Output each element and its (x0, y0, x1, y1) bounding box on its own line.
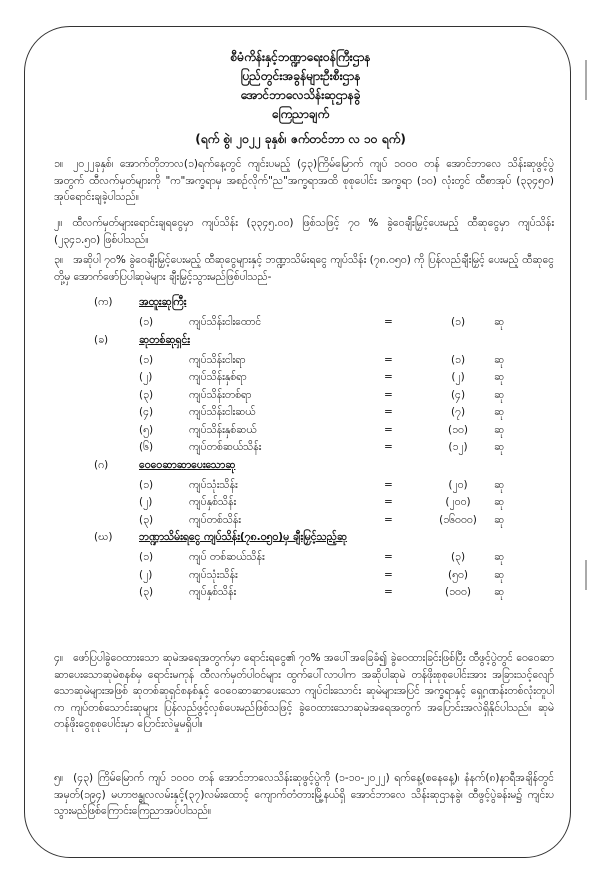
prize-index: (၂) (139, 568, 153, 581)
prize-amount: ကျပ်သုံးသိန်း (189, 478, 238, 491)
paragraph-1 (54, 156, 554, 206)
prize-unit: ဆု (494, 551, 505, 563)
prize-category (54, 296, 554, 316)
paragraph-number: ၄။ (54, 652, 64, 664)
prize-amount: ကျပ်သိန်းငါးဆယ် (189, 406, 256, 418)
equals-sign: = (384, 371, 393, 383)
category-title: ဘဏ္ဍာသိမ်းရငွေ ကျပ်သိန်း(၇၈.၀၅၀)မှ ချီးမြှင့်သည့်ဆု (139, 531, 348, 543)
prize-row (54, 424, 554, 442)
prize-count: (၇) (450, 406, 466, 418)
prize-index: (၁) (139, 316, 154, 328)
equals-sign: = (384, 568, 393, 581)
paragraph-5 (54, 770, 554, 820)
prize-category (54, 334, 554, 354)
prize-amount: ကျပ်နှစ်သိန်း (189, 586, 237, 598)
document-title: ကြေညာချက် (271, 107, 330, 121)
category-title: ဝေဝေဆာဆာပေးသောဆု (139, 458, 236, 471)
prize-count: (၃) (450, 551, 466, 563)
prize-index: (၃) (139, 388, 154, 401)
prize-index: (၂) (139, 496, 153, 508)
paragraph-number: ၁။ (54, 158, 64, 170)
branch-name: အောင်ဘာလေသိန်းဆုဌာနခွဲ (240, 88, 361, 102)
prize-category (54, 531, 554, 551)
equals-sign: = (384, 353, 393, 366)
prize-row (54, 496, 554, 514)
prize-category (54, 459, 554, 479)
prize-row (54, 354, 554, 372)
equals-sign: = (384, 316, 393, 328)
prize-row (54, 371, 554, 389)
paragraph-text: ၂၀၂၂ခုနှစ်၊ အောက်တိုဘာလ(၁)ရက်နေ့တွင် ကျင်းပမည့် (၄၃)ကြိမ်မြောက် ကျပ် ၁၀၀၀ တန် အောင်ဘာလေ သိန်းဆုဖွင့်ပွဲအတွက် ထီလက်မှတ်များကို "က"အက္ခရာမှ အစဉ်လိုက်"ည"အက္ခရာအထိ စုစုပေါင်း အက္ခရာ (၁၀) လုံးတွင် ထီစာအုပ် (၃၃၄၅၀) အုပ်ရောင်းချခဲ့ပါသည်။ (54, 158, 554, 203)
prize-amount: ကျပ်သိန်းငါးရာ (189, 353, 246, 366)
prize-count: (၄) (450, 388, 466, 401)
category-title: အထူးဆုကြီး (139, 296, 187, 308)
equals-sign: = (384, 388, 393, 401)
prize-index: (၃) (139, 513, 154, 526)
department-name: ပြည်တွင်းအခွန်များဦးစီးဌာန (240, 69, 361, 83)
equals-sign: = (384, 551, 393, 563)
prize-list (54, 296, 554, 604)
prize-amount: ကျပ်သိန်းနှစ်ဆယ် (189, 423, 257, 436)
prize-unit: ဆု (494, 478, 505, 491)
prize-count: (၂၀၀) (445, 496, 471, 508)
prize-count: (၁၂) (448, 441, 468, 453)
prize-index: (၁) (139, 478, 154, 491)
category-title: ဆုတစ်ဆုရှင်း (139, 333, 190, 346)
category-index: (ဃ) (94, 531, 113, 543)
prize-unit: ဆု (494, 388, 505, 401)
prize-count: (၂) (451, 371, 465, 383)
prize-row (54, 389, 554, 407)
prize-amount: ကျပ်သုံးသိန်း (189, 568, 238, 581)
prize-count: (၁၀၀) (445, 586, 471, 598)
prize-row (54, 406, 554, 424)
prize-unit: ဆု (494, 568, 505, 581)
equals-sign: = (384, 441, 393, 453)
paragraph-4 (54, 650, 554, 733)
prize-index: (၅) (139, 423, 154, 436)
prize-unit: ဆု (494, 353, 505, 366)
document-date: (ရက် စွဲ၊ ၂၀၂၂ ခုနှစ်၊ ဇက်တင်ဘာ လ ၁၀ ရက်) (195, 132, 406, 146)
prize-unit: ဆု (494, 406, 505, 418)
prize-row (54, 569, 554, 587)
prize-index: (၆) (139, 441, 154, 453)
prize-row (54, 551, 554, 569)
prize-unit: ဆု (494, 371, 505, 383)
prize-unit: ဆု (494, 316, 505, 328)
prize-index: (၂) (139, 371, 153, 383)
prize-amount: ကျပ်တစ်ဆယ်သိန်း (189, 441, 262, 453)
paragraph-number: ၅။ (54, 772, 64, 784)
prize-count: (၅၀) (447, 568, 468, 581)
ministry-name: စီမံကိန်းနှင့်ဘဏ္ဍာရေးဝန်ကြီးဌာန (230, 50, 371, 64)
prize-unit: ဆု (494, 496, 505, 508)
prize-count: (၁) (450, 353, 466, 366)
prize-row (54, 514, 554, 532)
paragraph-text: (၄၃) ကြိမ်မြောက် ကျပ် ၁၀၀၀ တန် အောင်ဘာလေသိန်းဆုဖွင့်ပွဲကို (၁-၁၀-၂၀၂၂) ရက်နေ့(စနေနေ့)၊ နံနက်(၈)နာရီအချိန်တွင် အမှတ်(၁၉၄) မဟာဗန္ဓုလလမ်းနှင့်(၃၇)လမ်းထောင့် ကျောက်တံတားမြို့နယ်ရှိ အောင်ဘာလေ သိန်းဆုဌာနခွဲ၊ ထီဖွင့်ပွဲခန်းမ၌ ကျင်းပသွားမည်ဖြစ်ကြောင်းကြေညာအပ်ပါသည်။ (54, 772, 554, 817)
margin-mark (585, 560, 587, 590)
prize-row (54, 586, 554, 604)
category-index: (ဂ) (94, 458, 109, 471)
prize-count: (၁) (450, 316, 466, 328)
prize-amount: ကျပ်သိန်းငါးထောင် (189, 316, 262, 328)
paragraph-number: ၂။ (54, 217, 63, 229)
equals-sign: = (384, 496, 393, 508)
prize-row (54, 441, 554, 459)
prize-amount: ကျပ်နှစ်သိန်း (189, 496, 237, 508)
prize-index: (၁) (139, 551, 154, 563)
prize-amount: ကျပ် တစ်ဆယ်သိန်း (189, 551, 265, 563)
equals-sign: = (384, 586, 393, 598)
category-index: (က) (94, 296, 113, 308)
paragraph-2 (54, 215, 554, 248)
paragraph-text: ထီလက်မှတ်များရောင်းချရငွေမှာ ကျပ်သိန်း (၃၃၄၅.၀၀) ဖြစ်သဖြင့် ၇၀ % ခွဲဝေချီးမြှင့်ပေးမည့် ထီဆုငွေမှာ ကျပ်သိန်း (၂၃၄၁.၅၀) ဖြစ်ပါသည်။ (54, 217, 554, 246)
prize-unit: ဆု (494, 423, 505, 436)
paragraph-text: ဖော်ပြပါခွဲဝေထားသော ဆုမဲအရေအတွက်မှာ ရောင်းရငွေ၏ ၇၀% အပေါ်အခြေခံ၍ ခွဲဝေထားခြင်းဖြစ်ပြီး ထီဖွင့်ပွဲတွင် ဝေဝေဆာဆာပေးသောဆုမဲစနစ်မှ ရောင်းမကုန် ထီလက်မှတ်ပါဝင်များ ထွက်ပေါ်လာပါက အဆိုပါဆုမဲ တန်ဖိုးစုစုပေါင်းအား အခြားသင့်လျော်သောဆုမဲများအဖြစ် ဆုတစ်ဆုရှင်စနစ်နှင့် ဝေဝေဆာဆာပေးသော ကျပ်ငါးသောင်း ဆုမဲများအပြင် အက္ခရာနှင့် ရှေ့ဂဏန်းတစ်လုံးတူပါက ကျပ်တစ်သောင်းဆုများ ပြန်လည်ဖွင့်လှစ်ပေးမည်ဖြစ်သဖြင့် ခွဲဝေထားသောဆုမဲအရေအတွက် အပြောင်းအလဲရှိနိုင်ပါသည်။ ဆုမဲတန်ဖိုးငွေစုစုပေါင်းမှာ ပြောင်းလဲမှုမရှိပါ။ (54, 652, 554, 730)
paragraph-3 (54, 252, 554, 285)
letterhead (0, 48, 601, 149)
prize-count: (၂၀) (448, 478, 468, 491)
prize-amount: ကျပ်သိန်းတစ်ရာ (189, 388, 252, 401)
equals-sign: = (384, 423, 393, 436)
prize-unit: ဆု (494, 513, 505, 526)
equals-sign: = (384, 513, 393, 526)
prize-amount: ကျပ်သိန်းနှစ်ရာ (189, 371, 247, 383)
prize-amount: ကျပ်တစ်သိန်း (189, 513, 241, 526)
prize-unit: ဆု (494, 441, 505, 453)
paragraph-number: ၃။ (54, 254, 64, 266)
prize-row (54, 479, 554, 497)
equals-sign: = (384, 406, 393, 418)
prize-count: (၁၀) (447, 423, 468, 436)
equals-sign: = (384, 478, 393, 491)
prize-index: (၁) (139, 353, 154, 366)
prize-row (54, 316, 554, 334)
prize-count: (၁၆၀၀၀) (439, 513, 477, 526)
prize-unit: ဆု (494, 586, 505, 598)
paragraph-text: အဆိုပါ ၇၀% ခွဲဝေချီးမြှင့်ပေးမည့် ထီဆုငွေများနှင့် ဘဏ္ဍာသိမ်းရငွေ ကျပ်သိန်း (၇၈.၀၅၀) ကို ပြန်လည်ချီးမြှင့် ပေးမည့် ထီဆုငွေတို့မှ အောက်ဖော်ပြပါဆုမဲများ ချီးမြှင့်သွားမည်ဖြစ်ပါသည်- (54, 254, 554, 283)
prize-index: (၃) (139, 586, 154, 598)
prize-index: (၄) (139, 406, 154, 418)
category-index: (ခ) (94, 333, 109, 346)
